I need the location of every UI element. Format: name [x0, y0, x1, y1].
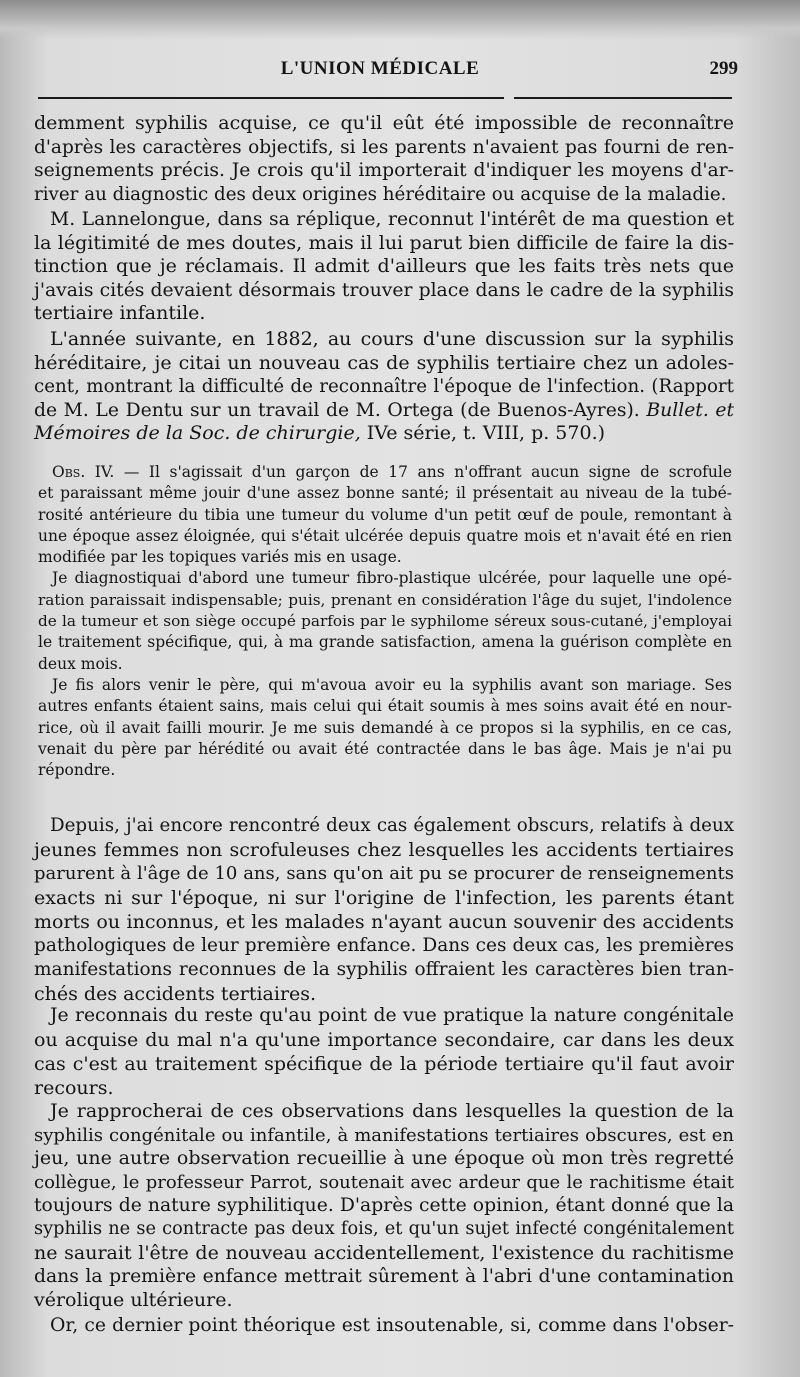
text-line: j'avais cités devaient désormais trouver place dans le cadre de la syphilis	[34, 279, 734, 301]
text-line: morts ou inconnus, et les malades n'ayant aucun souvenir des accidents	[34, 911, 734, 933]
text-line: jeunes femmes non scrofuleuses chez lesquelles les accidents tertiaires	[34, 839, 734, 861]
text-line: pathologiques de leur première enfance. Dans ces deux cas, les premières	[34, 935, 734, 956]
paragraph-7	[34, 1314, 734, 1338]
text-line: tertiaire infantile.	[34, 302, 206, 324]
text-line: Depuis, j'ai encore rencontré deux cas également obscurs, relatifs à deux	[50, 815, 734, 836]
observation-label: Obs. IV.	[52, 463, 115, 481]
text-line: dans la première enfance mettrait sûrement à l'abri d'une contamination	[34, 1266, 734, 1288]
text-line: venait du père par hérédité ou avait été contractée dans le bas âge. Mais je n'ai pu	[38, 739, 732, 758]
text-line: syphilis congénitale ou infantile, à manifestations tertiaires obscures, est en	[34, 1124, 734, 1146]
text-line: de la tumeur et son siège occupé parfois par le syphilome séreux sous-cutané, j'employai	[38, 612, 732, 631]
text-line	[34, 399, 734, 423]
text-line: Je fis alors venir le père, qui m'avoua avoir eu la syphilis avant son mariage. Ses	[52, 675, 732, 694]
text-line: deux mois.	[38, 654, 123, 673]
text-line: jeu, une autre observation recueillie à une époque où mon très regretté	[34, 1147, 734, 1170]
text-line: syphilis ne se contracte pas deux fois, et qu'un sujet infecté congénitalement	[34, 1218, 734, 1239]
text-line	[38, 462, 732, 483]
text-line: et paraissant même jouir d'une assez bonne santé; il présentait au niveau de la tubé-	[38, 484, 732, 503]
running-header	[30, 58, 738, 88]
text-line: ou acquise du mal n'a qu'une importance secondaire, car dans les deux	[34, 1029, 734, 1051]
text-line: collègue, le professeur Parrot, soutenait avec ardeur que le rachitisme était	[34, 1171, 734, 1193]
text-line: river au diagnostic des deux origines héréditaire ou acquise de la maladie.	[34, 183, 727, 205]
text-line: parurent à l'âge de 10 ans, sans qu'on ait pu se procurer de renseignements	[34, 863, 734, 884]
scan-shadow	[0, 0, 800, 40]
journal-title: L'UNION MÉDICALE	[280, 58, 480, 79]
text-line: toujours de nature syphilitique. D'après cette opinion, étant donné que la	[34, 1195, 734, 1217]
text-line: seignements précis. Je crois qu'il importerait d'indiquer les moyens d'ar-	[34, 160, 734, 181]
text-line: tinction que je réclamais. Il admit d'ailleurs que les faits très nets que	[34, 255, 734, 277]
text-line: cas c'est au traitement spécifique de la période tertiaire qu'il faut avoir	[34, 1053, 734, 1075]
text-line: Je rapprocherai de ces observations dans lesquelles la question de la	[50, 1100, 734, 1122]
text-line: une époque assez éloignée, qui s'était ulcérée depuis quatre mois et n'avait été en rien	[38, 526, 732, 545]
text-segment: — Il s'agissait d'un garçon de 17 ans n'offrant aucun signe de scrofule	[114, 463, 732, 481]
citation-journal-name: Mémoires de la Soc. de chirurgie,	[34, 422, 361, 444]
text-line: ne saurait l'être de nouveau accidentellement, l'existence du rachitisme	[34, 1241, 734, 1264]
text-line: héréditaire, je citai un nouveau cas de syphilis tertiaire chez un adoles-	[34, 351, 734, 374]
paragraph-6	[34, 1100, 734, 1312]
text-line: d'après les caractères objectifs, si les parents n'avaient pas fourni de ren-	[34, 136, 734, 158]
text-line: L'année suivante, en 1882, au cours d'une discussion sur la syphilis	[50, 328, 734, 350]
paragraph-4	[34, 814, 734, 1006]
text-line: Je reconnais du reste qu'au point de vue pratique la nature congénitale	[50, 1005, 734, 1026]
text-line: la légitimité de mes doutes, mais il lui parut bien difficile de faire la dis-	[34, 231, 734, 254]
text-line: cent, montrant la difficulté de reconnaître l'époque de l'infection. (Rapport	[34, 376, 734, 397]
text-segment: de M. Le Dentu sur un travail de M. Ortega (de Buenos-Ayres).	[34, 399, 640, 421]
paragraph-5	[34, 1004, 734, 1100]
paragraph-3	[34, 328, 734, 446]
text-line: Je diagnostiquai d'abord une tumeur fibro-plastique ulcérée, pour laquelle une opé-	[52, 569, 732, 588]
paragraph-1	[34, 112, 734, 206]
text-line: autres enfants étaient sains, mais celui qui était soumis à mes soins avait été en nour-	[38, 697, 732, 716]
text-line: le traitement spécifique, qui, à ma grande satisfaction, amena la guérison complète en	[38, 633, 732, 652]
header-rule-right	[514, 97, 732, 99]
text-line: rice, où il avait failli mourir. Je me suis demandé à ce propos si la syphilis, en ce cas,	[38, 718, 732, 737]
paragraph-2	[34, 208, 734, 326]
text-line: Or, ce dernier point théorique est insoutenable, si, comme dans l'obser-	[50, 1315, 734, 1336]
text-line	[34, 422, 734, 446]
text-line: demment syphilis acquise, ce qu'il eût été impossible de reconnaître	[34, 112, 734, 134]
text-line: vérolique ultérieure.	[34, 1288, 233, 1311]
text-line: manifestations reconnues de la syphilis offraient les caractères bien tran-	[34, 959, 734, 980]
text-line: chés des accidents tertiaires.	[34, 983, 317, 1005]
text-line: rosité antérieure du tibia une tumeur du volume d'un petit œuf de poule, remontant à	[38, 505, 732, 524]
text-line: modifiée par les topiques variés mis en usage.	[38, 548, 402, 567]
text-line: exacts ni sur l'époque, ni sur l'origine de l'infection, les parents étant	[34, 887, 734, 909]
text-line: ration paraissait indispensable; puis, prenant en considération l'âge du sujet, l'indolence	[38, 590, 732, 609]
text-line: M. Lannelongue, dans sa réplique, reconnut l'intérêt de ma question et	[50, 209, 734, 230]
text-line: recours.	[34, 1077, 114, 1099]
header-rule-left	[38, 97, 504, 99]
citation-journal: Bullet. et	[646, 399, 735, 421]
observation-block	[38, 462, 732, 781]
citation-volume: IVe série, t. VIII, p. 570.)	[360, 422, 606, 444]
page-number: 299	[709, 58, 738, 79]
text-line: répondre.	[38, 761, 116, 780]
